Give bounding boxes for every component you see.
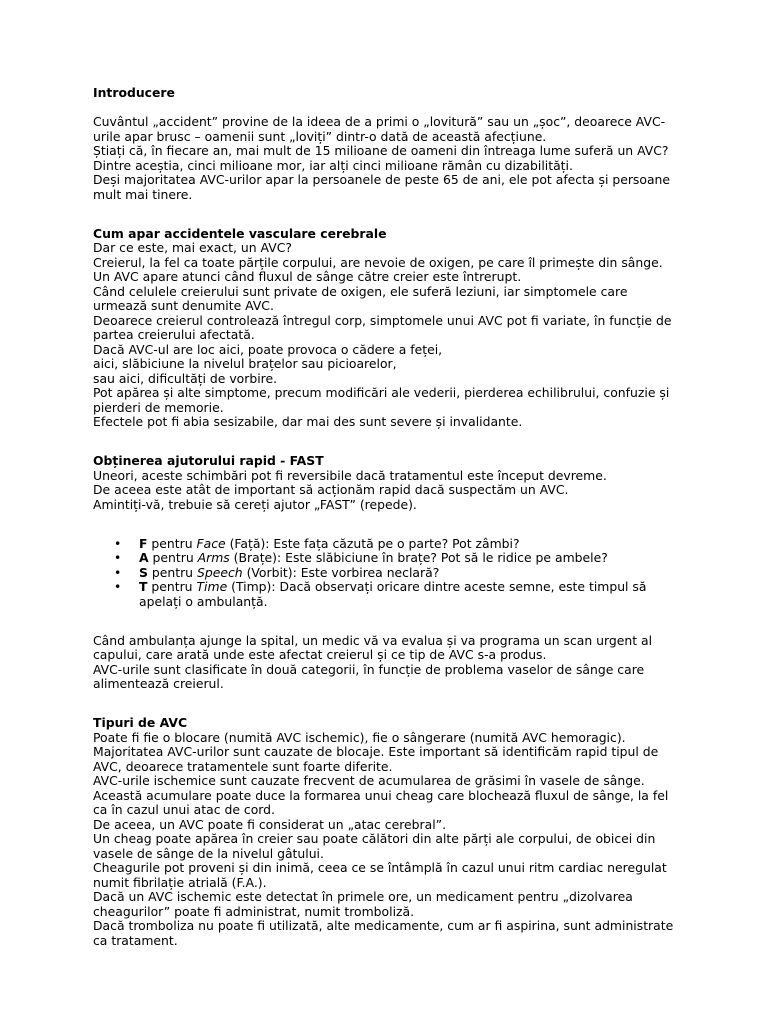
how-paragraph-6: Dacă AVC-ul are loc aici, poate provoca o cădere a feței, [93, 341, 443, 357]
intro-paragraph-1: Cuvântul „accident” provine de la ideea de a primi o „lovitură” sau un „șoc”, deoarece AVC-urile apar brusc – oamenii sunt „loviți” dintr-o dată de această afecțiune. [93, 114, 666, 144]
fast-item-a [93, 551, 683, 566]
how-paragraph-4: Când celulele creierului sunt private de oxigen, ele suferă leziuni, iar simptomele care urmează sunt denumite AVC. [93, 283, 628, 313]
types-paragraph-8: Dacă un AVC ischemic este detectat în primele ore, un medicament pentru „dizolvarea cheagurilor” poate fi administrat, numit tromboliză. [93, 889, 633, 919]
heading-introducere: Introducere [93, 85, 175, 100]
types-paragraph-1: Poate fi fie o blocare (numită AVC ischemic), fie o sângerare (numită AVC hemoragic). [93, 729, 626, 745]
bullet-icon: • [114, 564, 122, 580]
heading-fast: Obținerea ajutorului rapid - FAST [93, 453, 324, 468]
fast-paragraph-1: Uneori, aceste schimbări pot fi reversibile dacă tratamentul este început devreme. [93, 467, 607, 483]
fast-rest: (Vorbit): Este vorbirea neclară? [242, 564, 440, 580]
fast-rest: (Timp): Dacă observați oricare dintre aceste semne, este timpul să apelați o ambulanță. [139, 579, 647, 609]
fast-word: Face [196, 535, 226, 551]
heading-cum-apar: Cum apar accidentele vasculare cerebrale [93, 225, 387, 241]
fast-word: Speech [196, 564, 243, 580]
heading-tipuri: Tipuri de AVC [93, 715, 188, 730]
fast-pre: pentru [148, 550, 198, 565]
intro-paragraph-4: Deși majoritatea AVC-urilor apar la persoanele de peste 65 de ani, ele pot afecta și persoane mult mai tinere. [93, 172, 671, 202]
fast-item-f [93, 537, 683, 552]
intro-paragraph-2: Știați că, în fiecare an, mai mult de 15 milioane de oameni din întreaga lume suferă un AVC? [93, 143, 669, 158]
fast-item-t [93, 580, 683, 609]
fast-rest: (Brațe): Este slăbiciune în brațe? Pot să le ridice pe ambele? [229, 550, 608, 565]
bullet-icon: • [114, 535, 122, 551]
how-paragraph-5: Deoarece creierul controlează întregul corp, simptomele unui AVC pot fi variate, în funcție de partea creierului afectată. [93, 312, 672, 342]
types-paragraph-2: Majoritatea AVC-urilor sunt cauzate de blocaje. Este important să identificăm rapid tipul de AVC, deoarece tratamentele sunt foarte diferite. [93, 744, 659, 774]
fast-pre: pentru [147, 579, 197, 594]
types-paragraph-5: De aceea, un AVC poate fi considerat un „atac cerebral”. [93, 816, 447, 832]
fast-rest: (Față): Este fața căzută pe o parte? Pot zâmbi? [225, 535, 520, 551]
fast-word: Time [196, 579, 228, 594]
fast-list [93, 537, 683, 610]
types-paragraph-7: Cheagurile pot proveni și din inimă, ceea ce se întâmplă în cazul unui ritm cardiac neregulat numit fibrilație atrială (F.A.). [93, 860, 667, 890]
fast-letter: F [139, 535, 148, 551]
how-paragraph-3: Un AVC apare atunci când fluxul de sânge către creier este întrerupt. [93, 269, 522, 284]
intro-paragraph-3: Dintre aceștia, cinci milioane mor, iar alți cinci milioane rămân cu dizabilități. [93, 157, 573, 173]
fast-pre: pentru [147, 564, 197, 580]
fast-pre: pentru [147, 535, 197, 551]
fast-word: Arms [197, 550, 230, 565]
types-paragraph-4: Această acumulare poate duce la formarea unui cheag care blochează fluxul de sânge, la fel ca în cazul unui atac de cord. [93, 787, 669, 817]
bullet-icon: • [114, 550, 122, 565]
fast-after-paragraph-1: Când ambulanța ajunge la spital, un medic vă va evalua și va programa un scan urgent al capului, care arată unde este afectat creierul și ce tip de AVC s-a produs. [93, 632, 653, 662]
types-paragraph-6: Un cheag poate apărea în creier sau poate călători din alte părți ale corpului, de obicei din vasele de sânge de la nivelul gâtului. [93, 831, 656, 861]
how-paragraph-1: Dar ce este, mai exact, un AVC? [93, 240, 292, 255]
document-page [93, 86, 683, 948]
how-paragraph-7: aici, slăbiciune la nivelul brațelor sau picioarelor, [93, 356, 397, 371]
how-paragraph-8: sau aici, dificultăți de vorbire. [93, 370, 278, 386]
fast-letter: S [139, 564, 148, 580]
fast-paragraph-2: De aceea este atât de important să acționăm rapid dacă suspectăm un AVC. [93, 482, 569, 497]
fast-paragraph-3: Amintiți-vă, trebuie să cereți ajutor „FAST” (repede). [93, 496, 417, 512]
bullet-icon: • [114, 579, 122, 594]
how-paragraph-2: Creierul, la fel ca toate părțile corpului, are nevoie de oxigen, pe care îl primește din sânge. [93, 254, 663, 270]
how-paragraph-9: Pot apărea și alte simptome, precum modificări ale vederii, pierderea echilibrului, confuzie și pierderi de memorie. [93, 385, 670, 415]
types-paragraph-9: Dacă tromboliza nu poate fi utilizată, alte medicamente, cum ar fi aspirina, sunt administrate ca tratament. [93, 918, 674, 948]
fast-letter: A [139, 550, 149, 565]
fast-letter: T [139, 579, 148, 594]
types-paragraph-3: AVC-urile ischemice sunt cauzate frecvent de acumularea de grăsimi în vasele de sânge. [93, 773, 645, 788]
how-paragraph-10: Efectele pot fi abia sesizabile, dar mai des sunt severe și invalidante. [93, 414, 523, 429]
fast-item-s [93, 566, 683, 581]
fast-after-paragraph-2: AVC-urile sunt clasificate în două categorii, în funcție de problema vaselor de sânge care alimentează creierul. [93, 661, 645, 691]
